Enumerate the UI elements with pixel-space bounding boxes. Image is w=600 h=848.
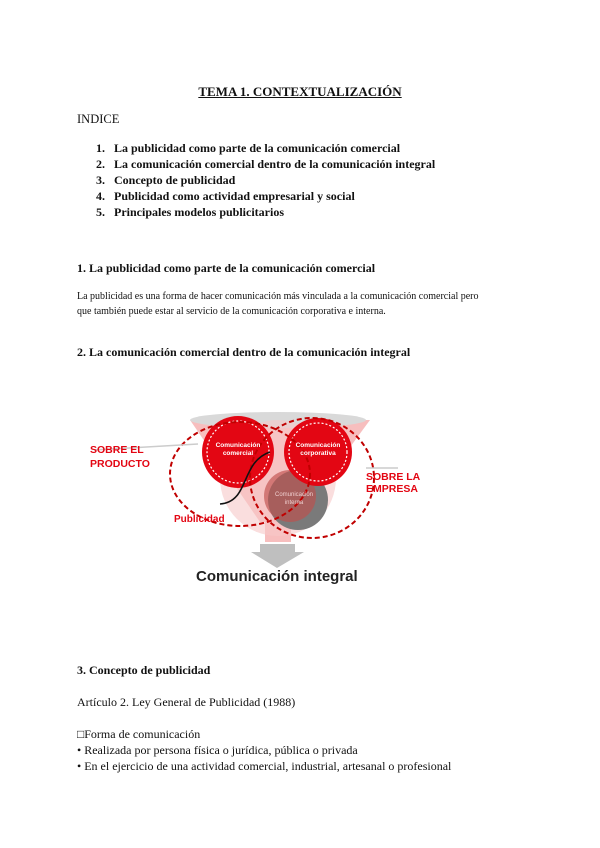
- index-label: INDICE: [77, 112, 120, 126]
- section3-heading: 3. Concepto de publicidad: [77, 663, 211, 677]
- label-sobre-empresa-2: EMPRESA: [366, 483, 418, 495]
- index-item: 3. Concepto de publicidad: [96, 173, 236, 187]
- label-interna-2: interna: [284, 500, 304, 506]
- law-reference: Artículo 2. Ley General de Publicidad (1988): [77, 695, 296, 709]
- concept-item: □Forma de comunicación: [77, 727, 201, 741]
- label-comercial-2: comercial: [222, 450, 254, 457]
- index-item: 1. La publicidad como parte de la comunicación comercial: [96, 141, 401, 155]
- concept-item: • En el ejercicio de una actividad comercial, industrial, artesanal o profesional: [77, 759, 452, 773]
- label-corporativa-1: Comunicación: [295, 442, 341, 449]
- checkbox-icon: □: [77, 727, 85, 741]
- label-sobre-producto-1: SOBRE EL: [90, 444, 144, 456]
- section1-paragraph: La publicidad es una forma de hacer comunicación más vinculada a la comunicación comercial pero que también puede estar al servicio de la comunicación corporativa e interna.: [77, 291, 479, 317]
- label-publicidad: Publicidad: [174, 514, 225, 525]
- index-item: 4. Publicidad como actividad empresarial y social: [96, 189, 355, 203]
- label-comunicacion-integral: Comunicación integral: [196, 568, 358, 585]
- index-list: [96, 140, 435, 220]
- label-comercial-1: Comunicación: [215, 442, 261, 449]
- index-item: 2. La comunicación comercial dentro de la comunicación integral: [96, 157, 436, 171]
- index-item: 5. Principales modelos publicitarios: [96, 205, 285, 219]
- document-title: TEMA 1. CONTEXTUALIZACIÓN: [198, 84, 402, 99]
- label-sobre-producto-2: PRODUCTO: [90, 458, 150, 470]
- down-arrow-icon: [251, 544, 304, 568]
- label-corporativa-2: corporativa: [300, 450, 336, 457]
- communication-diagram: [80, 392, 421, 592]
- label-interna-1: Comunicación: [274, 492, 314, 498]
- concept-item: • Realizada por persona física o jurídica, pública o privada: [77, 743, 358, 757]
- section2-heading: 2. La comunicación comercial dentro de la comunicación integral: [77, 345, 411, 359]
- label-sobre-empresa-1: SOBRE LA: [366, 471, 421, 483]
- diagram-svg: [80, 392, 421, 592]
- section1-heading: 1. La publicidad como parte de la comunicación comercial: [77, 261, 376, 275]
